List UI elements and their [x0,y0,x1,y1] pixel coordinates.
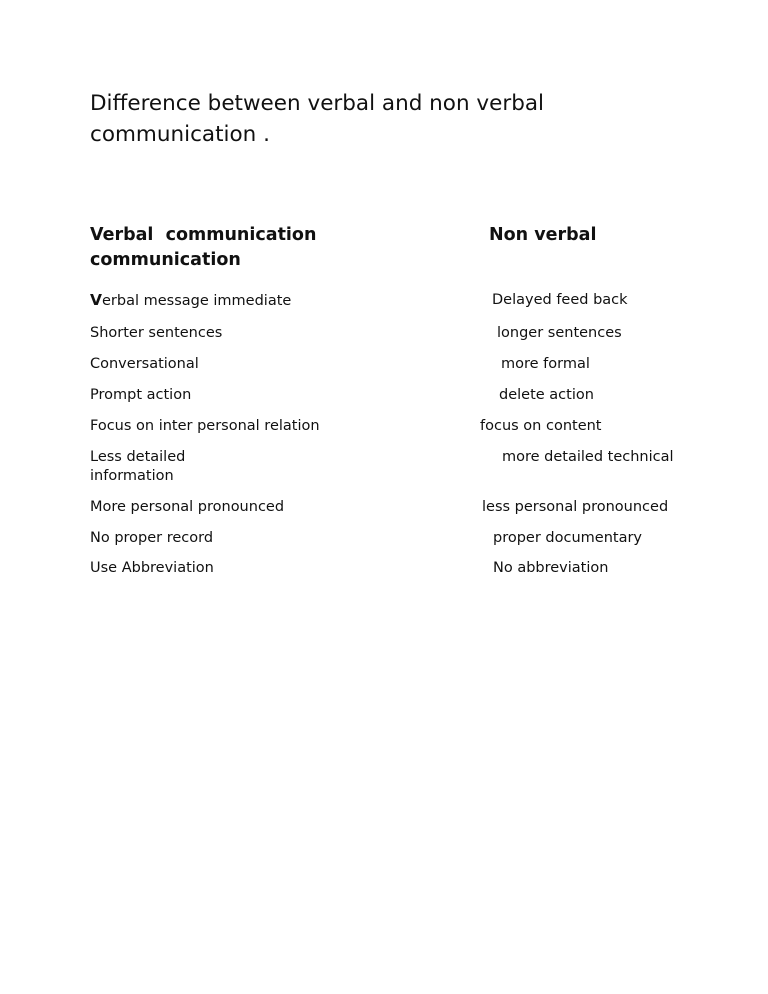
row-verbal-cell: No proper record [90,530,214,546]
row-verbal-cell: Shorter sentences [90,325,223,341]
row-verbal-cell: Use Abbreviation [90,560,214,576]
column-header-non-verbal: Non verbal [489,225,597,245]
column-header-verbal: Verbal communication [90,225,317,245]
row-verbal-cell: Conversational [90,356,199,372]
row-verbal-cell: More personal pronounced [90,499,285,515]
row-nonverbal-cell: more formal [501,356,590,372]
row-nonverbal-cell: No abbreviation [493,560,609,576]
row-nonverbal-cell: longer sentences [497,325,622,341]
row-nonverbal-cell: focus on content [480,418,602,434]
row-verbal-cell [90,291,291,311]
drop-letter: V [90,291,102,309]
row-nonverbal-cell: less personal pronounced [482,499,669,515]
row-wrap-text: information [90,468,174,484]
row-nonverbal-cell: more detailed technical [502,449,674,465]
column-header-continuation: communication [90,250,241,270]
page-title: Difference between verbal and non verbal communication . [90,91,545,147]
row-nonverbal-cell: proper documentary [493,530,643,546]
row-nonverbal-cell: delete action [499,387,594,403]
row-verbal-cell: Prompt action [90,387,192,403]
row-verbal-cell: Focus on inter personal relation [90,418,320,434]
row-verbal-cell: Less detailed [90,449,186,465]
row-nonverbal-cell: Delayed feed back [492,292,628,308]
row-verbal-text: erbal message immediate [102,293,292,309]
